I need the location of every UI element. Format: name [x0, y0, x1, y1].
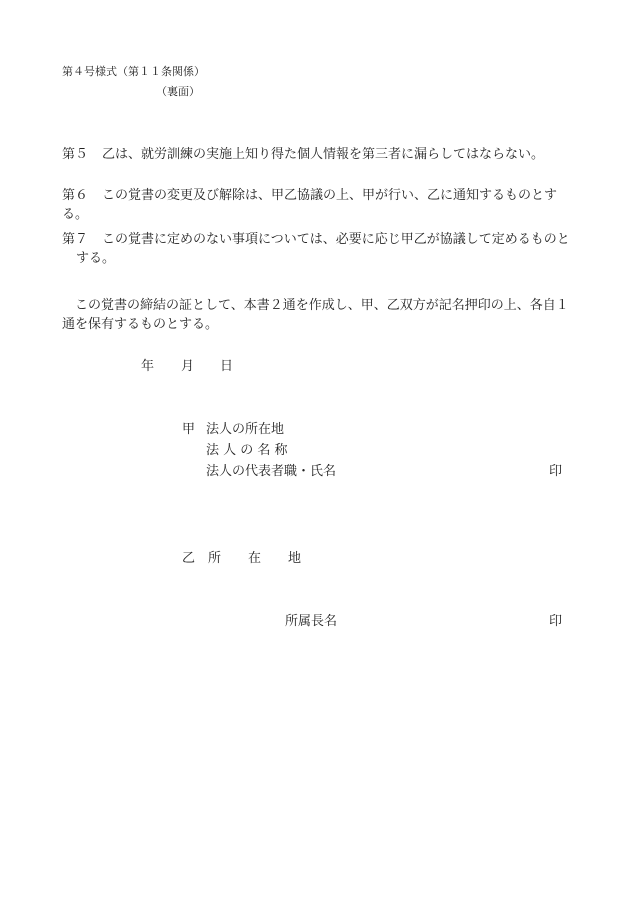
party-a-address-label: 法人の所在地	[206, 422, 285, 437]
date-month: 月	[181, 359, 195, 374]
closing-paragraph	[62, 296, 582, 334]
article-6	[62, 186, 582, 224]
article-number: 第５	[62, 147, 89, 162]
closing-line-1: この覚書の締結の証として、本書２通を作成し、甲、乙双方が記名押印の上、各自１	[75, 298, 569, 313]
closing-line-2: 通を保有するものとする。	[62, 317, 219, 332]
date-day: 日	[220, 359, 234, 374]
department-head-label: 所属長名	[285, 614, 338, 629]
party-a-mark: 甲	[182, 422, 196, 437]
party-a-name-label: 法 人 の 名 称	[206, 443, 288, 458]
party-b-address-char-2: 在	[248, 551, 262, 566]
article-number: 第６	[62, 188, 89, 203]
party-b-address-char-3: 地	[288, 551, 302, 566]
date-year: 年	[141, 359, 155, 374]
party-a-seal-mark: 印	[549, 464, 563, 479]
article-text-line-1: この覚書に定めのない事項については、必要に応じ甲乙が協議して定めるものと	[102, 232, 570, 247]
article-text-line-2: する。	[76, 251, 116, 266]
article-5	[62, 145, 582, 164]
form-number-label: 第４号様式（第１１条関係）	[62, 65, 205, 78]
party-b-address-char-1: 所	[208, 551, 222, 566]
party-b-seal-mark: 印	[549, 614, 563, 629]
reverse-side-label: （裏面）	[156, 85, 200, 98]
article-number: 第７	[62, 232, 89, 247]
article-text: この覚書の変更及び解除は、甲乙協議の上、甲が行い、乙に通知するものとする。	[62, 188, 558, 222]
party-b-mark: 乙	[182, 551, 196, 566]
article-7	[62, 230, 582, 268]
party-a-representative-label: 法人の代表者職・氏名	[206, 464, 337, 479]
article-text: 乙は、就労訓練の実施上知り得た個人情報を第三者に漏らしてはならない。	[102, 147, 545, 162]
